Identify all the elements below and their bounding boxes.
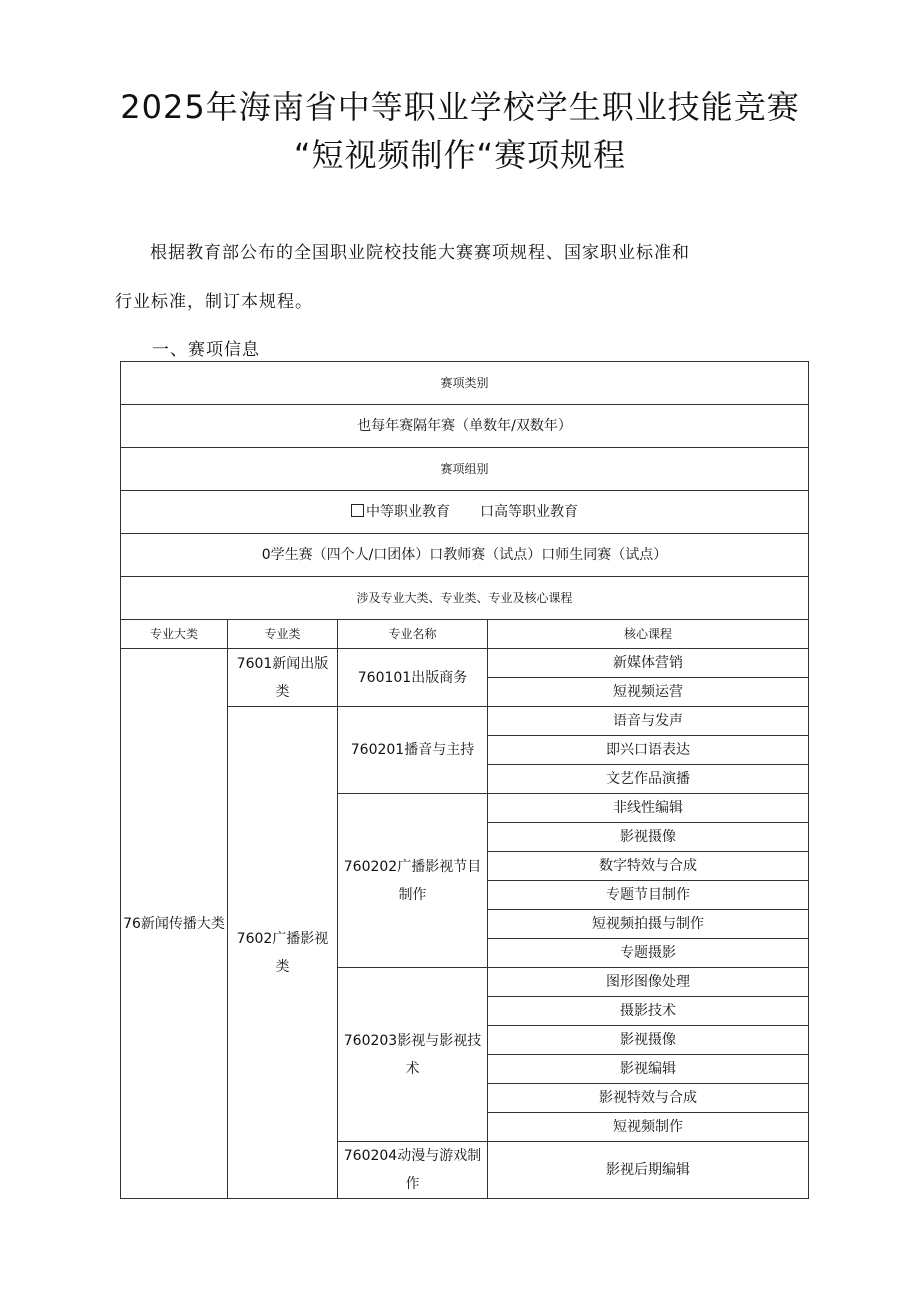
course-cell: 短视频制作: [488, 1113, 809, 1142]
class-7601-cell: 7601新闻出版类: [228, 649, 338, 707]
majors-header: 涉及专业大类、专业类、专业及核心课程: [121, 577, 809, 620]
title-line-2: “短视频制作“赛项规程: [293, 136, 627, 174]
course-cell: 非线性编辑: [488, 794, 809, 823]
group-header: 赛项组别: [121, 448, 809, 491]
major-name: 760203影视与影视技术: [338, 968, 488, 1142]
title-line-1: 2025年海南省中等职业学校学生职业技能竞赛: [120, 88, 800, 126]
intro-line-1: 根据教育部公布的全国职业院校技能大赛赛项规程、国家职业标准和: [150, 243, 690, 263]
major-name: 760201播音与主持: [338, 707, 488, 794]
class-7602-cell: 7602广播影视类: [228, 707, 338, 1199]
edu-level-2: 口高等职业教育: [480, 504, 578, 520]
course-cell: 图形图像处理: [488, 968, 809, 997]
major-name: 760204动漫与游戏制作: [338, 1142, 488, 1199]
major-category-cell: 76新闻传播大类: [121, 649, 228, 1199]
competition-types: 0学生赛（四个人/口团体）口教师赛（试点）口师生同赛（试点）: [121, 534, 809, 577]
competition-info-table: [120, 361, 809, 1199]
edu-level-cell: [121, 491, 809, 534]
course-cell: 语音与发声: [488, 707, 809, 736]
section-heading: 一、赛项信息: [152, 340, 260, 360]
course-cell: 数字特效与合成: [488, 852, 809, 881]
category-value: 也每年赛隔年赛（单数年/双数年）: [121, 405, 809, 448]
course-cell: 影视摄像: [488, 1026, 809, 1055]
course-cell: 专题摄影: [488, 939, 809, 968]
course-cell: 影视编辑: [488, 1055, 809, 1084]
course-cell: 摄影技术: [488, 997, 809, 1026]
col-header-class: 专业类: [228, 620, 338, 649]
course-cell: 短视频拍摄与制作: [488, 910, 809, 939]
course-cell: 影视摄像: [488, 823, 809, 852]
course-cell: 即兴口语表达: [488, 736, 809, 765]
course-cell: 影视特效与合成: [488, 1084, 809, 1113]
col-header-category: 专业大类: [121, 620, 228, 649]
checkbox-icon: [351, 504, 364, 517]
col-header-courses: 核心课程: [488, 620, 809, 649]
edu-level-1: 中等职业教育: [366, 504, 450, 520]
course-cell: 新媒体营销: [488, 649, 809, 678]
course-cell: 专题节目制作: [488, 881, 809, 910]
col-header-major: 专业名称: [338, 620, 488, 649]
course-cell: 影视后期编辑: [488, 1142, 809, 1199]
category-header: 赛项类别: [121, 362, 809, 405]
course-cell: 短视频运营: [488, 678, 809, 707]
intro-line-2: 行业标准，制订本规程。: [115, 292, 313, 312]
major-name: 760202广播影视节目制作: [338, 794, 488, 968]
course-cell: 文艺作品演播: [488, 765, 809, 794]
major-name: 760101出版商务: [338, 649, 488, 707]
